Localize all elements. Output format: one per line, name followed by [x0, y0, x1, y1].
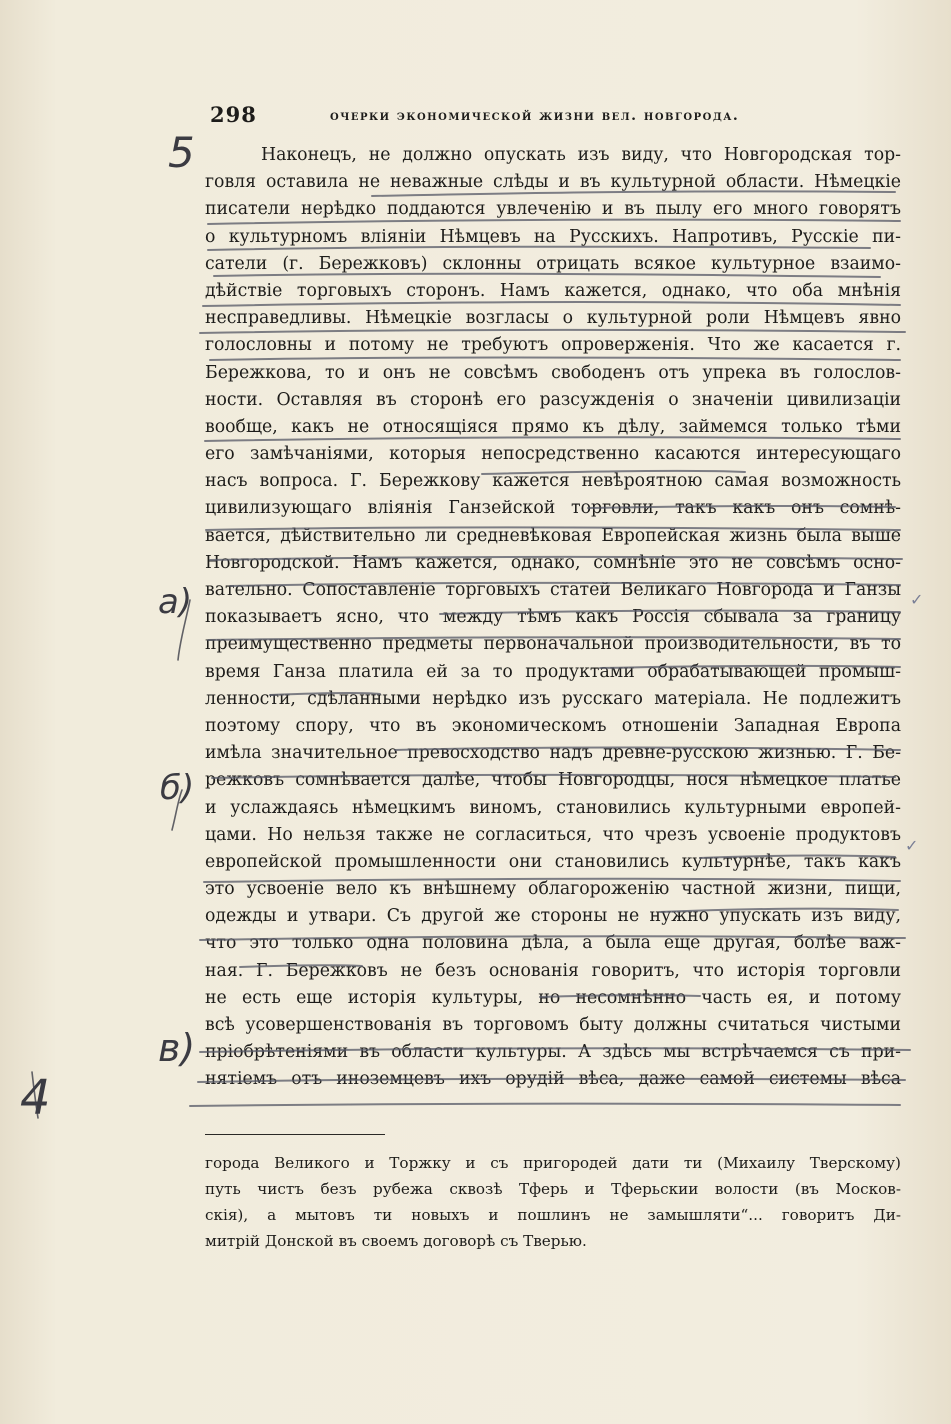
text-line: вается, дѣйствительно ли средневѣковая Европейская жизнь была выше	[205, 525, 901, 546]
text-line: преимущественно предметы первоначальной производительности, въ то	[205, 634, 901, 655]
text-line: Новгородской. Намъ кажется, однако, сомнѣніе это не совсѣмъ осно-	[205, 552, 901, 573]
text-line: всѣ усовершенствованія въ торговомъ быту должны считаться чистыми	[205, 1015, 901, 1035]
text-line: Наконецъ, не должно опускать изъ виду, что Новгородская тор-	[261, 145, 901, 165]
text-line: что это только одна половина дѣла, а была еще другая, болѣе важ-	[205, 933, 901, 954]
text-line: вообще, какъ не относящіяся прямо къ дѣлу, займемся только тѣми	[205, 416, 901, 437]
text-line: голословны и потому не требуютъ опроверженія. Что же касается г.	[205, 335, 901, 356]
footnote-line: скія), а мытовъ ти новыхъ и пошлинъ не замышляти“... говоритъ Ди-	[205, 1206, 901, 1224]
text-line: ленности, сдѣланными нерѣдко изъ русскаго матеріала. Не подлежитъ	[205, 688, 901, 709]
footnote	[205, 1150, 901, 1254]
running-title: очерки экономической жизни вел. новгорода.	[330, 108, 740, 124]
text-line: это усвоеніе вело къ внѣшнему облагороженію частной жизни, пищи,	[205, 879, 901, 900]
text-line: о культурномъ вліяніи Нѣмцевъ на Русскихъ. Напротивъ, Русскіе пи-	[205, 226, 901, 247]
text-line: время Ганза платила ей за то продуктами обрабатывающей промыш-	[205, 661, 901, 682]
text-line: европейской промышленности они становились культурнѣе, такъ какъ	[205, 851, 901, 872]
margin-note-b: б)	[160, 768, 195, 808]
footnote-line: митрій Донской въ своемъ договорѣ съ Тверью.	[205, 1232, 587, 1250]
footnote-line: города Великого и Торжку и съ пригородей дати ти (Михаилу Тверскому)	[205, 1154, 901, 1172]
footnote-line: путь чистъ безъ рубежа сквозѣ Тферь и Тферьскии волости (въ Москов-	[205, 1180, 901, 1198]
text-line: цивилизующаго вліянія Ганзейской торговли, такъ какъ онъ сомнѣ-	[205, 498, 901, 519]
checkmark-icon: ✓	[910, 590, 924, 609]
text-line: показываетъ ясно, что между тѣмъ какъ Россія сбывала за границу	[205, 607, 901, 628]
text-line: одежды и утвари. Съ другой же стороны не нужно упускать изъ виду,	[205, 906, 901, 927]
text-line: не есть еще исторія культуры, но несомнѣнно часть ея, и потому	[205, 987, 901, 1008]
text-line: писатели нерѣдко поддаются увлеченію и въ пылу его много говорятъ	[205, 199, 901, 220]
text-line: пріобрѣтеніями въ области культуры. А здѣсь мы встрѣчаемся съ при-	[205, 1042, 901, 1063]
checkmark-icon: ✓	[905, 836, 919, 855]
text-line: говля оставила не неважные слѣды и въ культурной области. Нѣмецкіе	[205, 172, 901, 193]
text-line: нятіемъ отъ иноземцевъ ихъ орудій вѣса, даже самой системы вѣса	[205, 1069, 901, 1090]
page-number: 298	[210, 102, 257, 127]
text-line: Бережкова, то и онъ не совсѣмъ свободенъ отъ упрека въ голослов-	[205, 362, 901, 383]
text-line: ности. Оставляя въ сторонѣ его разсужденія о значеніи цивилизаціи	[205, 389, 901, 410]
page-header	[210, 102, 900, 132]
margin-note-v: в)	[158, 1026, 196, 1070]
text-line: цами. Но нельзя также не согласиться, что чрезъ усвоеніе продуктовъ	[205, 824, 901, 845]
text-line: и услаждаясь нѣмецкимъ виномъ, становились культурными европей-	[205, 797, 901, 818]
text-line: несправедливы. Нѣмецкіе возгласы о культурной роли Нѣмцевъ явно	[205, 308, 901, 329]
text-line: имѣла значительное превосходство надъ древне-русскою жизнью. Г. Бе-	[205, 743, 901, 764]
text-line: сатели (г. Бережковъ) склонны отрицать всякое культурное взаимо-	[205, 253, 901, 274]
text-line: ная. Г. Бережковъ не безъ основанія говоритъ, что исторія торговли	[205, 960, 901, 981]
text-line: поэтому спору, что въ экономическомъ отношеніи Западная Европа	[205, 715, 901, 736]
text-line: режковъ сомнѣвается далѣе, чтобы Новгородцы, нося нѣмецкое платье	[205, 770, 901, 791]
margin-note-4: 4	[20, 1070, 51, 1126]
text-line: вательно. Сопоставленіе торговыхъ статей Великаго Новгорода и Ганзы	[205, 580, 901, 600]
footnote-divider	[205, 1134, 385, 1135]
margin-note-5: 5	[168, 128, 195, 177]
text-line: насъ вопроса. Г. Бережкову кажется невѣроятною самая возможность	[205, 471, 901, 492]
text-line: дѣйствіе торговыхъ сторонъ. Намъ кажется, однако, что оба мнѣнія	[205, 280, 901, 301]
margin-note-a: а)	[158, 582, 193, 622]
main-text	[205, 142, 901, 1094]
text-line: его замѣчаніями, которыя непосредственно касаются интересующаго	[205, 444, 901, 465]
